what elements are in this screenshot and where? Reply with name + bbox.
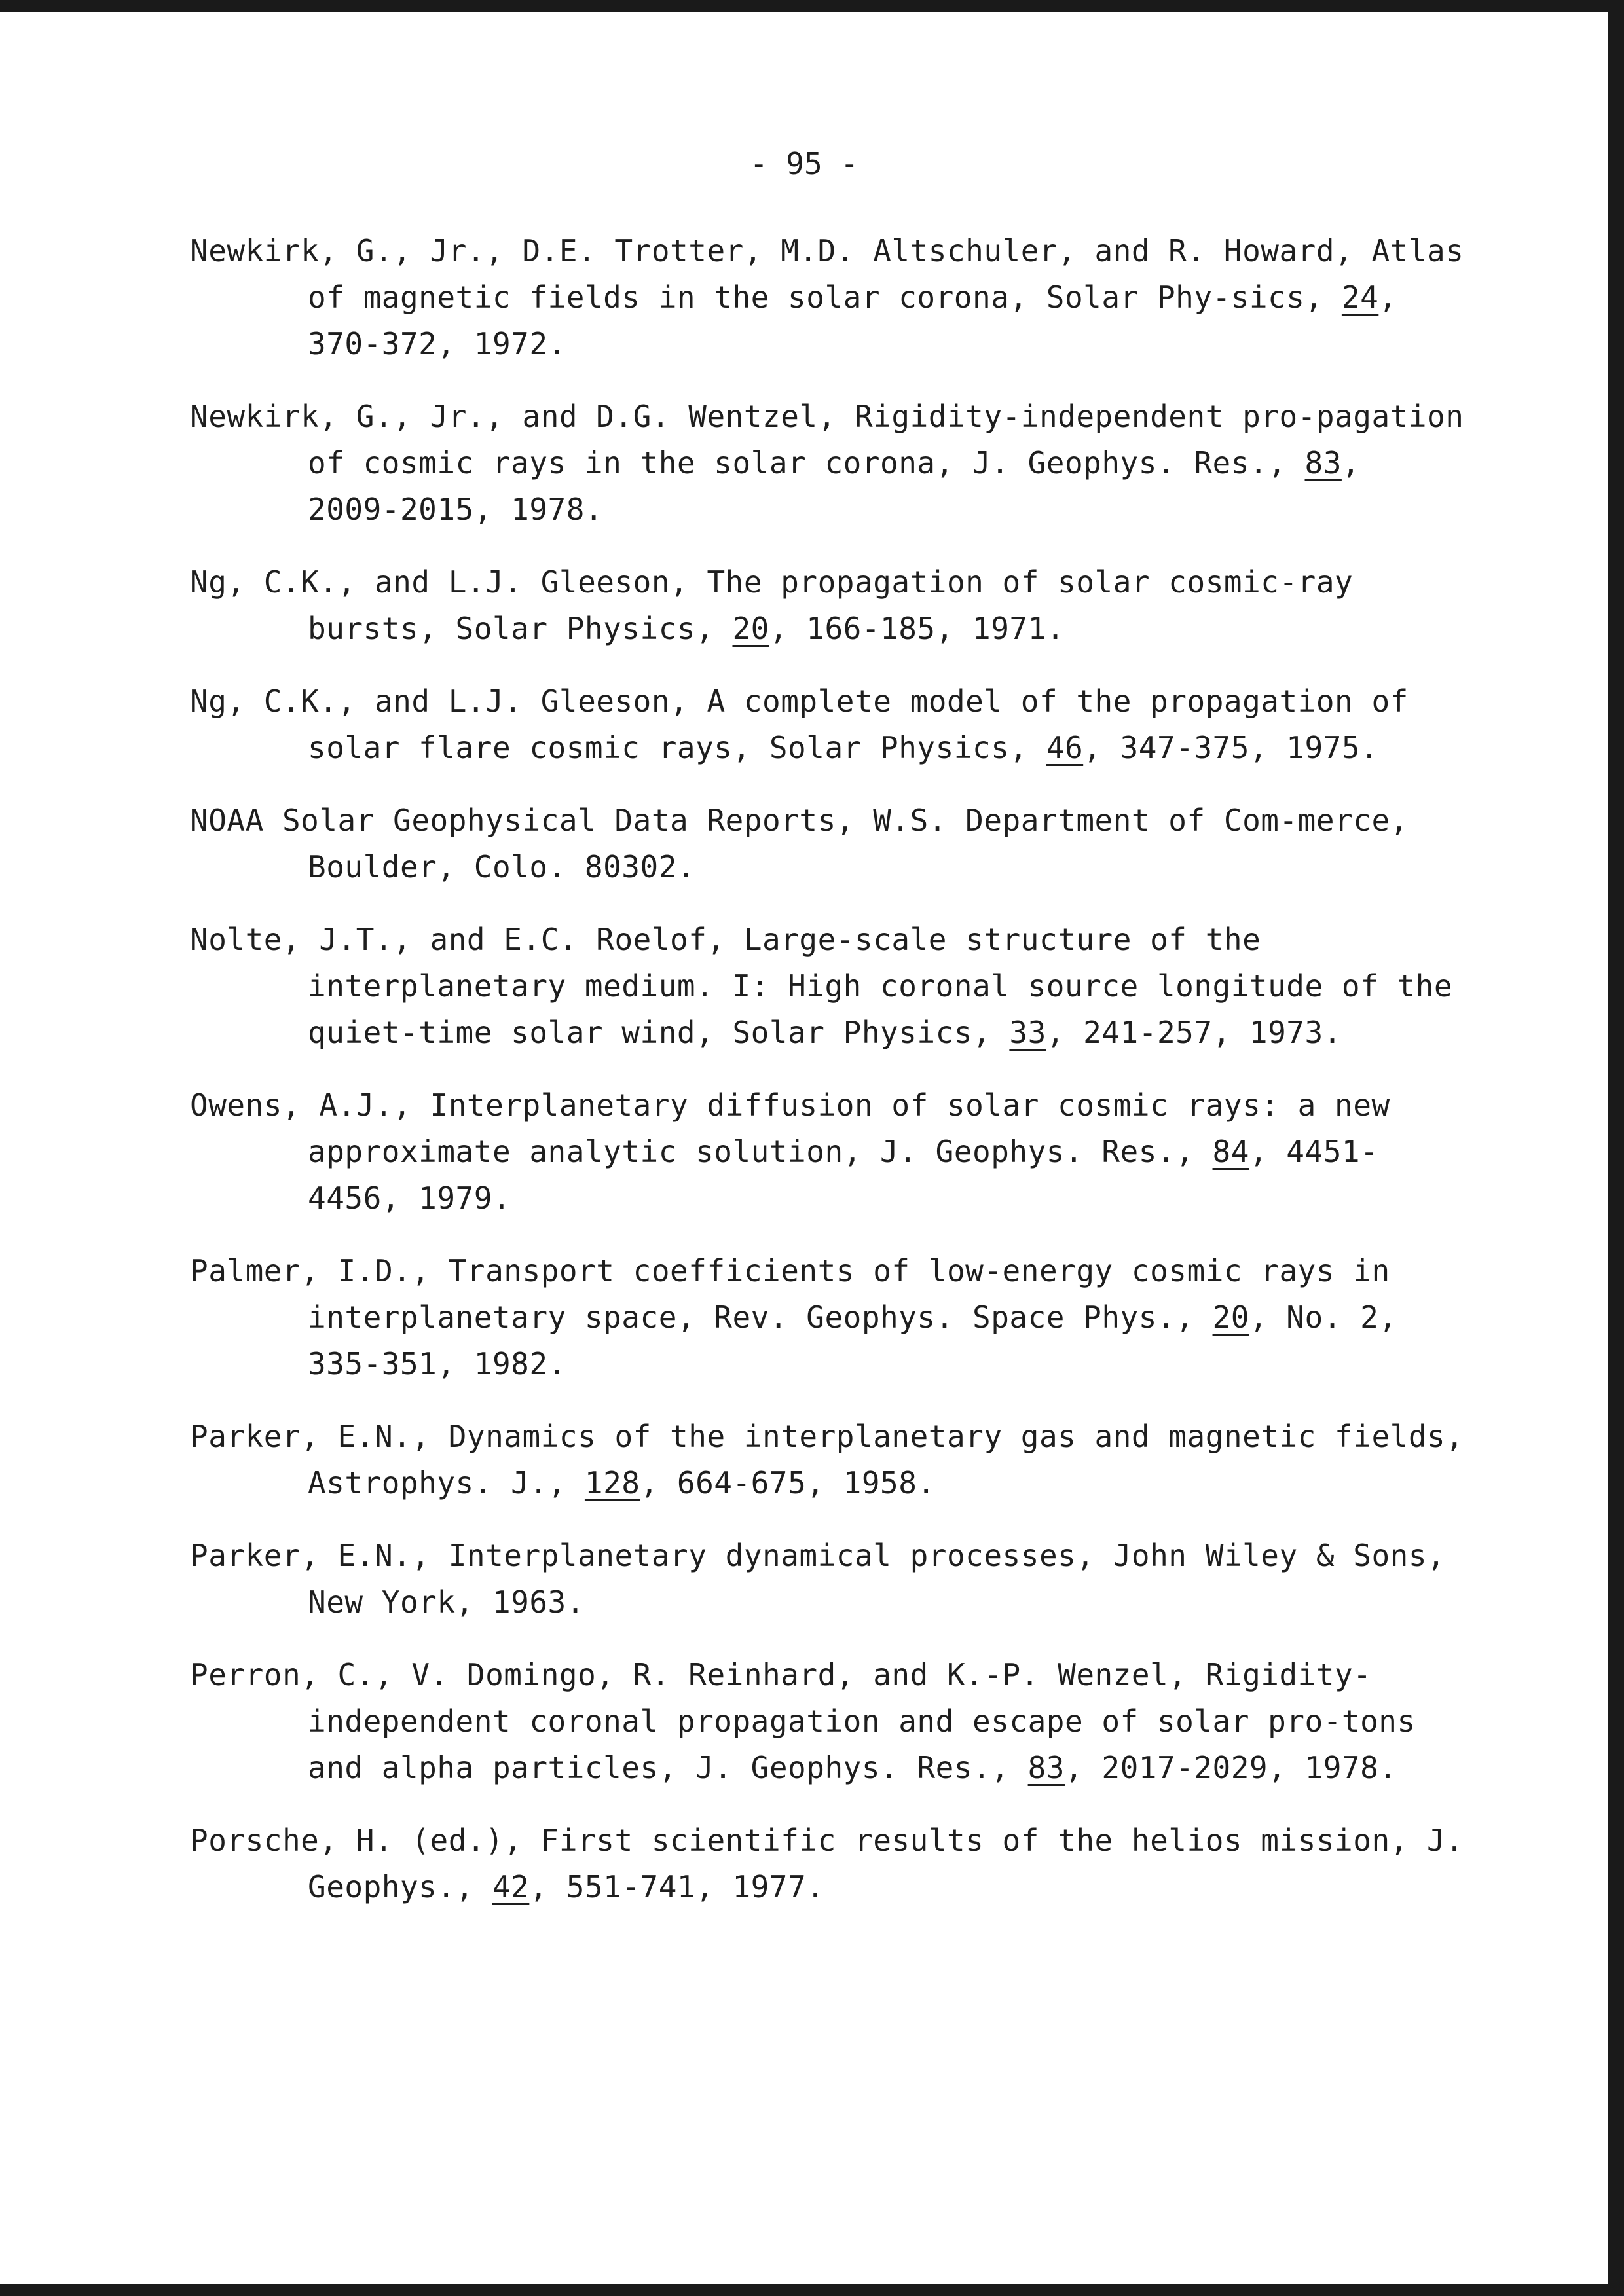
reference-list [190,228,1467,1937]
reference-entry: Palmer, I.D., Transport coefficients of low-energy cosmic rays in interplanetary space, Rev. Geophys. Space Phys., 20, No. 2, 335-351, 1982. [190,1253,1397,1381]
reference-entry: Owens, A.J., Interplanetary diffusion of solar cosmic rays: a new approximate analytic solution, J. Geophys. Res., 84, 4451-4456, 1979. [190,1087,1390,1216]
reference-entry: Ng, C.K., and L.J. Gleeson, A complete model of the propagation of solar flare cosmic rays, Solar Physics, 46, 347-375, 1975. [190,683,1409,765]
volume-number: 83 [1304,445,1342,481]
reference-entry: Nolte, J.T., and E.C. Roelof, Large-scale structure of the interplanetary medium. I: High coronal source longitude of the quiet-time solar wind, Solar Physics, 33, 241-257, 1973. [190,922,1453,1050]
volume-number: 20 [1212,1300,1249,1335]
volume-number: 83 [1027,1750,1065,1785]
page-number: - 95 - [749,146,859,181]
volume-number: 42 [492,1869,530,1904]
volume-number: 128 [584,1465,640,1501]
volume-number: 20 [732,611,769,646]
volume-number: 33 [1009,1015,1046,1050]
volume-number: 46 [1046,730,1084,765]
reference-entry: Ng, C.K., and L.J. Gleeson, The propagation of solar cosmic-ray bursts, Solar Physics, 20, 166-185, 1971. [190,564,1354,646]
reference-entry: Newkirk, G., Jr., D.E. Trotter, M.D. Altschuler, and R. Howard, Atlas of magnetic fields in the solar corona, Solar Phy-sics, 24, 370-372, 1972. [190,233,1464,361]
reference-entry: Perron, C., V. Domingo, R. Reinhard, and K.-P. Wenzel, Rigidity-independent coronal propagation and escape of solar pro-tons and alpha particles, J. Geophys. Res., 83, 2017-2029, 1978. [190,1657,1416,1785]
reference-entry: Parker, E.N., Interplanetary dynamical processes, John Wiley & Sons, New York, 1963. [190,1538,1446,1620]
volume-number: 24 [1341,280,1379,315]
document-page [0,12,1608,2284]
volume-number: 84 [1212,1134,1249,1169]
reference-entry: Parker, E.N., Dynamics of the interplanetary gas and magnetic fields, Astrophys. J., 128, 664-675, 1958. [190,1419,1464,1501]
reference-entry: Porsche, H. (ed.), First scientific results of the helios mission, J. Geophys., 42, 551-741, 1977. [190,1823,1464,1904]
reference-entry: NOAA Solar Geophysical Data Reports, W.S. Department of Com-merce, Boulder, Colo. 80302. [190,803,1409,884]
reference-entry: Newkirk, G., Jr., and D.G. Wentzel, Rigidity-independent pro-pagation of cosmic rays in the solar corona, J. Geophys. Res., 83, 2009-2015, 1978. [190,399,1464,527]
